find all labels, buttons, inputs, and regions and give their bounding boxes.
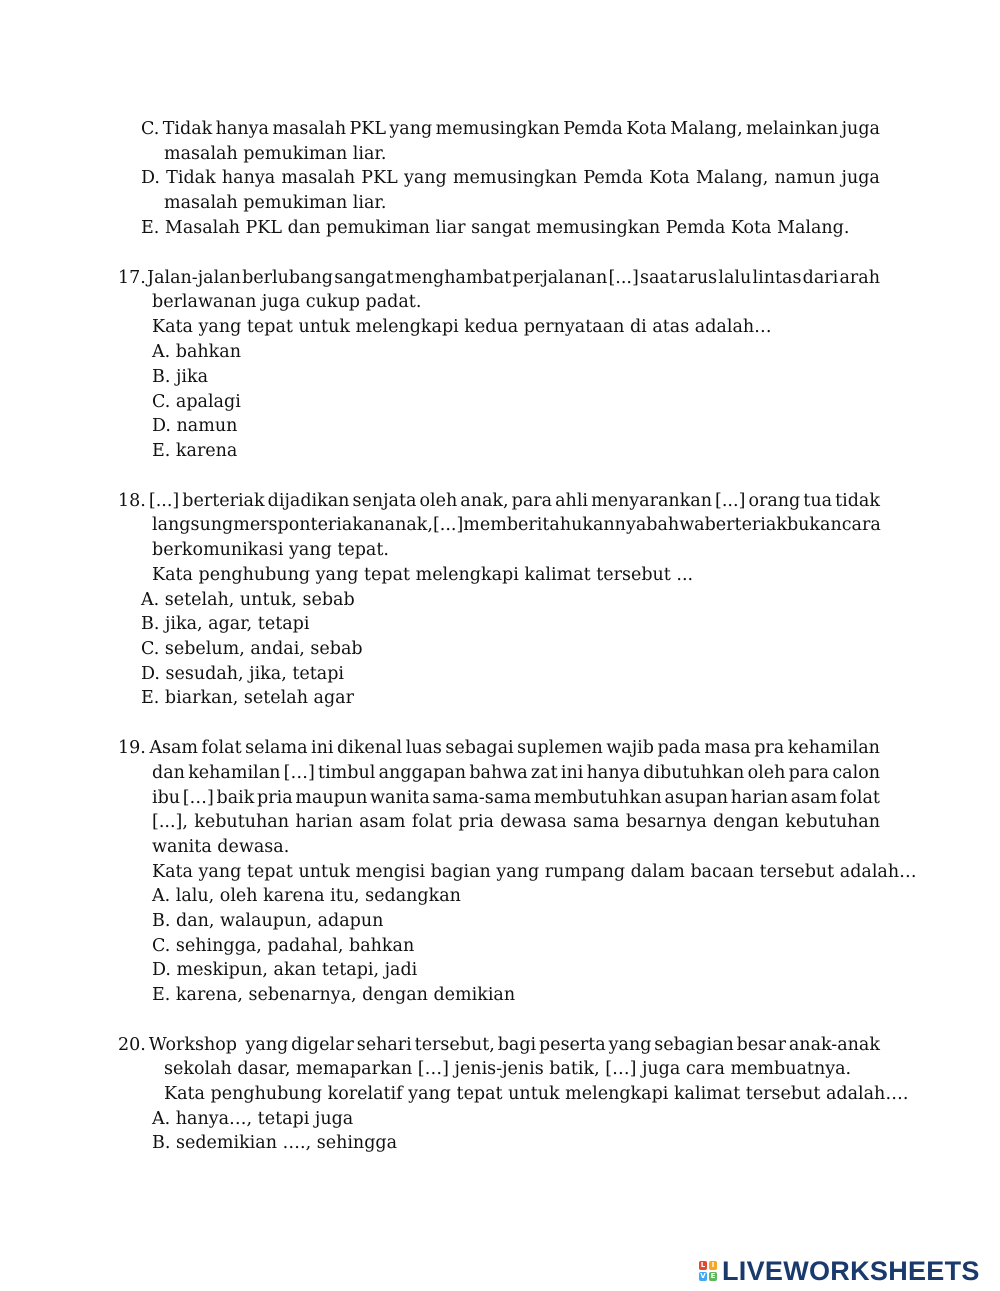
word: bahwa [646,515,705,535]
q18-stem-line3: berkomunikasi yang tepat. [152,540,389,560]
q19-option-c[interactable]: C. sehingga, padahal, bahkan [152,936,415,956]
q18-option-c[interactable]: C. sebelum, andai, sebab [141,639,363,659]
word: hanya [221,168,276,188]
word: besar [736,1035,786,1055]
word: orang [748,491,801,511]
word: sebagai [445,738,514,758]
word: Malang, [695,168,769,188]
word: berlubang [242,268,334,288]
word: folat [411,812,452,832]
q19-option-a[interactable]: A. lalu, oleh karena itu, sedangkan [152,886,461,906]
word: [...], [152,812,188,832]
q17-option-c[interactable]: C. apalagi [152,392,241,412]
q19-stem-line1 [118,736,880,760]
word: […] [283,763,315,783]
word: PKL [361,168,398,188]
word: teriakan [310,515,385,535]
word: masalah [272,119,347,139]
q17-stem-line2: berlawanan juga cukup padat. [152,292,422,312]
word: […] [182,788,214,808]
word: ini [560,763,584,783]
word: Jalan-jalan [147,268,241,288]
word: ahli [555,491,589,511]
q17-option-e[interactable]: E. karena [152,441,238,461]
word: PKL [349,119,387,139]
word: kebutuhan [194,812,289,832]
q20-stem-line1 [118,1033,880,1057]
word: juga [841,168,880,188]
word: menyarankan [591,491,712,511]
word: Malang, [670,119,743,139]
word: memusingkan [435,119,560,139]
word: merspon [233,515,311,535]
word: dikenal [337,738,403,758]
word: dan [152,763,185,783]
word: cara [841,515,881,535]
word: para [511,491,553,511]
word: para [788,763,830,783]
word: sebagian [654,1035,734,1055]
word: wajib [606,738,654,758]
q16-option-c-line2: masalah pemukiman liar. [164,144,387,164]
word: oleh [419,491,458,511]
word: berteriak [182,491,265,511]
word: Pemda [563,119,623,139]
q18-stem-line2 [152,513,880,537]
q17-stem-line1 [118,266,880,290]
liveworksheets-logo-text: LIVEWORKSHEETS [722,1255,980,1286]
word: calon [832,763,880,783]
word: pria [458,812,494,832]
word: ini [311,738,334,758]
word: Tidak [166,168,216,188]
q19-option-e[interactable]: E. karena, sebenarnya, dengan demikian [152,985,516,1005]
word: arus [678,268,718,288]
q17-option-b[interactable]: B. jika [152,367,209,387]
liveworksheets-logo [698,1256,980,1286]
word: Kota [626,119,667,139]
word: Tidak [162,119,213,139]
word: tersebut, [414,1035,495,1055]
word: lalu [718,268,752,288]
word: Kota [649,168,690,188]
word: D. [141,168,160,188]
word: memusingkan [452,168,578,188]
word: ibu [152,788,181,808]
word: tua [803,491,833,511]
word: juga [841,119,880,139]
word: asam [359,812,406,832]
word: anak-anak [788,1035,880,1055]
word: dengan [713,812,779,832]
word: oleh [747,763,786,783]
logo-letter-e: E [710,1272,716,1280]
word: asupan [664,788,729,808]
word: dijadikan [267,491,350,511]
q19-prompt: Kata yang tepat untuk mengisi bagian yang rumpang dalam bacaan tersebut adalah… [152,862,917,882]
word: Workshop [148,1035,243,1055]
word: folat [839,788,880,808]
word: [...] [432,515,464,535]
word: kehamilan [787,738,880,758]
word: anak, [460,491,509,511]
word: dibutuhkan [643,763,745,783]
word: suplemen [517,738,603,758]
word: hanya [215,119,269,139]
word: timbul [318,763,376,783]
q19-stem-line2 [152,761,880,785]
q19-stem-line4 [152,810,880,834]
word: membutuhkan [533,788,662,808]
word: bukan [786,515,842,535]
word: yang [608,1035,652,1055]
word: menghambat [394,268,512,288]
word: masalah [281,168,356,188]
q16-option-d-line1 [141,166,880,190]
word: folat [201,738,242,758]
word: lintas [752,268,802,288]
word: arah [839,268,880,288]
word: kebutuhan [785,812,880,832]
word: dari [802,268,839,288]
q18-option-d[interactable]: D. sesudah, jika, tetapi [141,664,344,684]
word: pada [657,738,701,758]
q18-prompt: Kata penghubung yang tepat melengkapi kalimat tersebut ... [152,565,694,585]
q18-option-b[interactable]: B. jika, agar, tetapi [141,614,310,634]
word: selama [245,738,308,758]
word: [...] [715,491,746,511]
q16-option-d-line2: masalah pemukiman liar. [164,193,387,213]
q16-option-c-line1 [141,117,880,141]
q19-option-b[interactable]: B. dan, walaupun, adapun [152,911,384,931]
q18-option-a[interactable]: A. setelah, untuk, sebab [141,590,355,610]
q19-option-d[interactable]: D. meskipun, akan tetapi, jadi [152,960,418,980]
word: sangat [334,268,394,288]
word: yang [389,119,433,139]
word: kehamilan [188,763,281,783]
word: yang [403,168,447,188]
word: asam [790,788,838,808]
q19-stem-line5: wanita dewasa. [152,837,290,857]
q17-option-a[interactable]: A. bahkan [152,342,241,362]
q20-prompt: Kata penghubung korelatif yang tepat untuk melengkapi kalimat tersebut adalah…. [164,1084,909,1104]
word: wanita [370,788,430,808]
q17-option-d[interactable]: D. namun [152,416,238,436]
word: melainkan [746,119,839,139]
q18-option-e[interactable]: E. biarkan, setelah agar [141,688,354,708]
word: tidak [835,491,880,511]
word: hanya [586,763,640,783]
word: Asam [149,738,199,758]
word: memberitahukannya [463,515,647,535]
word: 17. [118,268,146,288]
word: sama [573,812,620,832]
q18-stem-line1 [118,489,880,513]
word: pra [754,738,785,758]
word: [...] [148,491,180,511]
word: namun [774,168,836,188]
word: saat [640,268,677,288]
word: C. [141,119,160,139]
word: langsung [152,515,234,535]
word: 20. [118,1035,146,1055]
word: peserta [539,1035,606,1055]
q17-prompt: Kata yang tepat untuk melengkapi kedua pernyataan di atas adalah… [152,317,772,337]
logo-letter-v: V [700,1272,706,1280]
word: bahwa [469,763,528,783]
q19-stem-line3 [152,786,880,810]
word: maupun [295,788,368,808]
word: anggapan [378,763,467,783]
word: pria [257,788,293,808]
word: digelar [291,1035,354,1055]
word: perjalanan [512,268,608,288]
word: luas [405,738,442,758]
word: senjata [352,491,417,511]
word: Pemda [583,168,643,188]
word: masa [704,738,751,758]
word: zat [530,763,558,783]
word: harian [295,812,353,832]
word: besarnya [625,812,707,832]
word: berteriak [704,515,787,535]
word: dewasa [500,812,567,832]
word: harian [730,788,789,808]
word: sama-sama [432,788,532,808]
logo-letter-i: I [709,1261,717,1270]
word: 19. [118,738,146,758]
q20-option-b[interactable]: B. sedemikian …., sehingga [152,1133,398,1153]
word: [...] [608,268,639,288]
word: 18. [118,491,146,511]
q16-option-e: E. Masalah PKL dan pemukiman liar sangat memusingkan Pemda Kota Malang. [141,218,850,238]
word: anak, [384,515,433,535]
q20-option-a[interactable]: A. hanya…, tetapi juga [152,1109,354,1129]
q20-stem-line2: sekolah dasar, memaparkan […] jenis-jenis batik, […] juga cara membuatnya. [164,1059,852,1079]
liveworksheets-logo-icon [698,1260,718,1282]
word: bagi [497,1035,537,1055]
logo-letter-l: L [700,1261,706,1269]
word: sehari [356,1035,412,1055]
word: baik [216,788,255,808]
word: yang [245,1035,289,1055]
